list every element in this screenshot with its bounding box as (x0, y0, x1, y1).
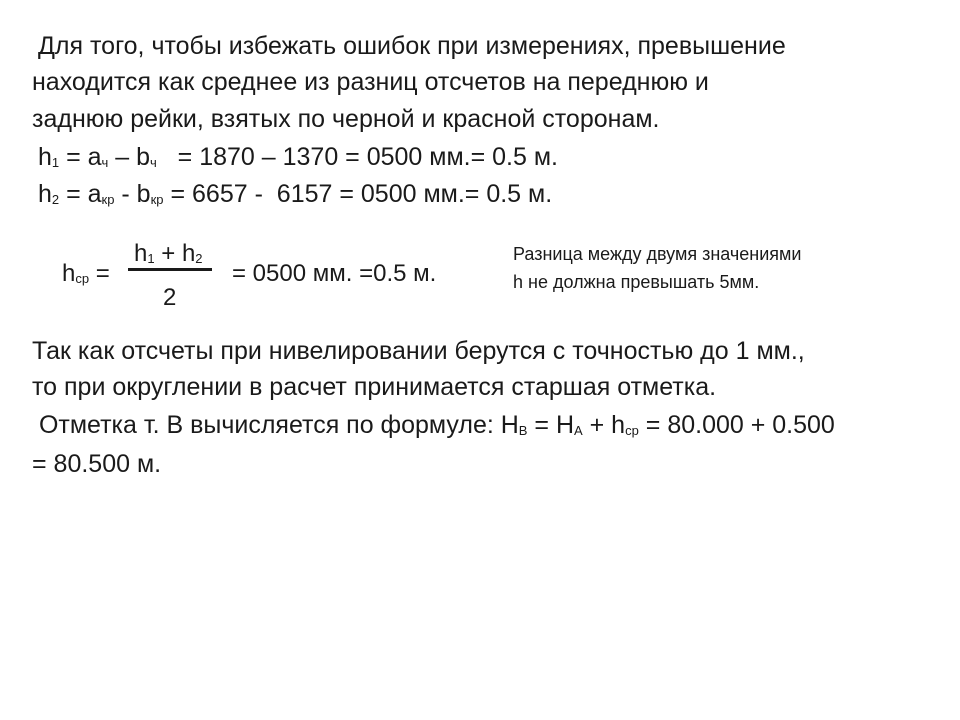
formula-h1-h-sub: 1 (51, 155, 60, 170)
formula-h2-h-sub: 2 (51, 192, 60, 207)
numerator-h1-sub: 1 (147, 251, 155, 266)
formula-h2-a-sub: кр (101, 192, 115, 207)
formula-hcp-sub: ср (75, 271, 90, 286)
paragraph2-line3-rest: = 80.000 + 0.500 (638, 411, 835, 439)
formula-hcp-result: = 0500 мм. =0.5 м. (232, 260, 437, 287)
note-line1: Разница между двумя значениями (513, 244, 802, 264)
hcp-sub: ср (625, 423, 639, 438)
formula-h2-h: h (38, 180, 52, 208)
fraction-bar (128, 268, 212, 271)
formula-h1-eq: = a (59, 143, 102, 171)
formula-h2-minus: - b (114, 180, 151, 208)
paragraph2-line4: = 80.500 м. (32, 450, 162, 478)
fraction-denominator: 2 (163, 284, 177, 311)
formula-h2 (38, 176, 552, 218)
note-line2: h не должна превышать 5мм. (513, 272, 760, 292)
paragraph1-line3: заднюю рейки, взятых по черной и красной сторонам. (32, 105, 660, 133)
paragraph2-line2: то при округлении в расчет принимается старшая отметка. (32, 373, 717, 401)
formula-h1 (38, 139, 558, 181)
paragraph1-line2: находится как среднее из разниц отсчетов на переднюю и (32, 68, 709, 96)
paragraph2-line1: Так как отсчеты при нивелировании берутся с точностью до 1 мм., (32, 337, 805, 365)
formula-h1-rest: = 1870 – 1370 = 0500 мм.= 0.5 м. (156, 143, 558, 171)
formula-h1-a-sub: ч (101, 155, 109, 170)
formula-hcp-h: h (62, 260, 76, 287)
paragraph2-line3-pre: Отметка т. В вычисляется по формуле: H (32, 411, 519, 439)
paragraph2-line3 (32, 407, 835, 449)
formula-hcp-eq: = (89, 260, 110, 287)
ha-sub: А (574, 423, 583, 438)
formula-h1-b-sub: ч (150, 155, 157, 170)
formula-h1-minus: – b (108, 143, 151, 171)
paragraph1-line1: Для того, чтобы избежать ошибок при измерениях, превышение (38, 32, 786, 60)
numerator-h2-sub: 2 (195, 251, 203, 266)
numerator-plus: + h (154, 240, 196, 267)
paragraph2-line3-plus: + h (582, 411, 626, 439)
formula-hcp-lhs (62, 258, 110, 295)
formula-h2-eq: = a (59, 180, 102, 208)
formula-h1-h: h (38, 143, 52, 171)
formula-h2-rest: = 6657 - 6157 = 0500 мм.= 0.5 м. (163, 180, 553, 208)
hb-sub: В (518, 423, 528, 438)
paragraph2-line3-eq: = H (527, 411, 575, 439)
numerator-h1: h (134, 240, 148, 267)
formula-h2-b-sub: кр (150, 192, 164, 207)
